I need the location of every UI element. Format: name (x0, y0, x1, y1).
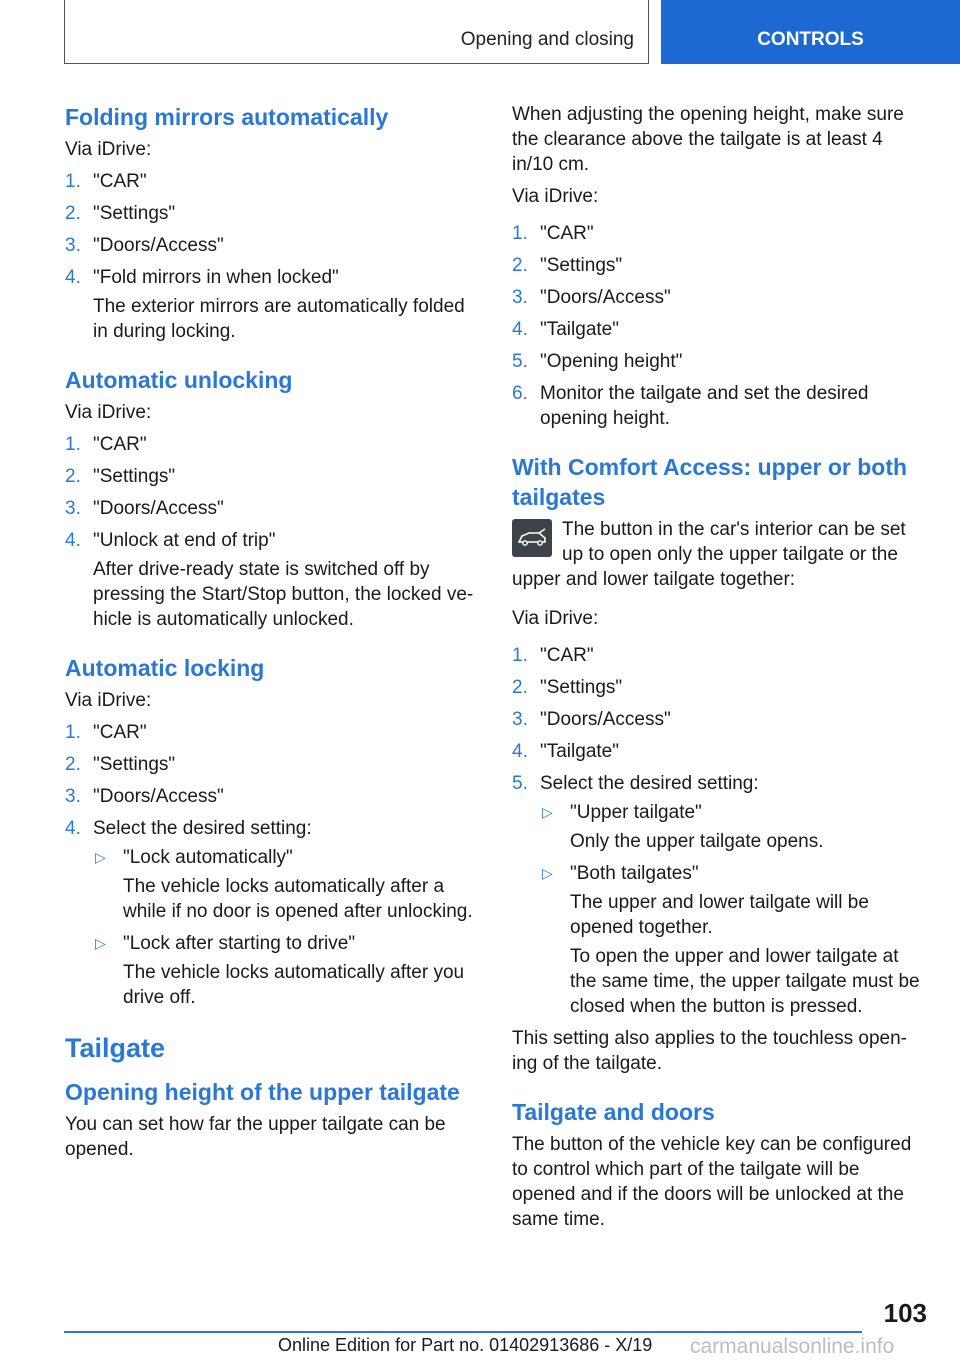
list-item: 2. "Settings" (65, 754, 176, 775)
options-list (540, 800, 926, 1019)
heading-folding-mirrors: Folding mirrors automatically (65, 104, 389, 130)
intro-text: Via iDrive: (65, 402, 152, 423)
list-item: 2. "Settings" (512, 255, 623, 276)
steps-list (512, 221, 926, 431)
running-header (64, 0, 649, 64)
heading-tailgate-and-doors: Tailgate and doors (512, 1099, 715, 1125)
watermark: carmanualsonline.info (690, 1335, 895, 1358)
body-text: This setting also applies to the touchless open‐ing of the tailgate. (512, 1028, 908, 1074)
list-item: 2. "Settings" (65, 466, 176, 487)
option-item: ▷ "Lock after starting to drive" The vehicle locks automatically after you drive off. (95, 933, 465, 1008)
list-item: 3. "Doors/Access" (65, 498, 224, 519)
page-number: 103 (883, 1298, 927, 1328)
heading-comfort-access: With Comfort Access: upper or both tailgates (512, 454, 908, 510)
step-note: After drive-ready state is switched off by pressing the Start/Stop button, the locked ve‐hicle is automatically unlocked. (93, 559, 474, 630)
list-item: 1. "CAR" (65, 434, 147, 455)
list-item: 5. "Opening height" (512, 351, 683, 372)
left-column (65, 102, 480, 1169)
car-tailgate-icon (512, 519, 552, 557)
list-item: 1. "CAR" (512, 645, 594, 666)
list-item: 2. "Settings" (65, 203, 176, 224)
edition-text: Online Edition for Part no. 01402913686 - X/19 (278, 1335, 653, 1355)
list-item: 3. "Doors/Access" (65, 235, 224, 256)
triangle-right-icon: ▷ (542, 804, 553, 820)
heading-automatic-locking: Automatic locking (65, 655, 265, 681)
intro-text: Via iDrive: (512, 608, 599, 629)
list-item: 4. "Tailgate" (512, 741, 619, 762)
list-item: 3. "Doors/Access" (512, 709, 671, 730)
list-item: 2. "Settings" (512, 677, 623, 698)
steps-list (65, 169, 480, 344)
list-item: 5. Select the desired setting: ▷ "Upper tailgate" Only the upper tailgate opens. ▷ "Both tailgates" The upper and lower tailgate will be opened together. To open the upper and lower tailgate at the same time, the upper tailgate must be closed when the button is pressed. (512, 771, 926, 1019)
heading-automatic-unlocking: Automatic unlocking (65, 367, 293, 393)
list-item: 3. "Doors/Access" (65, 786, 224, 807)
list-item: 4. "Unlock at end of trip" After drive-ready state is switched off by pressing the Start/Stop button, the locked ve‐hicle is automatically unlocked. (65, 528, 480, 632)
step-note: The exterior mirrors are automatically folded in during locking. (93, 296, 465, 342)
option-item: ▷ "Lock automatically" The vehicle locks automatically after a while if no door is opened after unlocking. (95, 847, 473, 922)
list-item: 1. "CAR" (512, 223, 594, 244)
steps-list (65, 720, 480, 1010)
body-text: The button of the vehicle key can be configured to control which part of the tailgate will be opened and if the doors will be unlocked at the same time. (512, 1134, 912, 1230)
list-item: 1. "CAR" (65, 171, 147, 192)
intro-text: Via iDrive: (65, 690, 152, 711)
list-item: 3. "Doors/Access" (512, 287, 671, 308)
steps-list (512, 643, 926, 1019)
option-item: ▷ "Both tailgates" The upper and lower tailgate will be opened together. To open the upper and lower tailgate at the same time, the upper tailgate must be closed when the button is pressed. (542, 863, 920, 1017)
steps-list (65, 432, 480, 632)
triangle-right-icon: ▷ (95, 849, 106, 865)
chapter-tab (661, 0, 960, 64)
list-item: 1. "CAR" (65, 722, 147, 743)
heading-tailgate: Tailgate (65, 1033, 166, 1063)
heading-opening-height: Opening height of the upper tailgate (65, 1079, 460, 1105)
section-title: Opening and closing (460, 29, 634, 50)
list-item: 4. "Tailgate" (512, 319, 619, 340)
list-item: 4. Select the desired setting: ▷ "Lock automatically" The vehicle locks automatically after a while if no door is opened after unlocking. ▷ "Lock after starting to drive" The vehicle locks automatically after you drive off. (65, 816, 480, 1010)
options-list (93, 845, 480, 1010)
list-item: 4. "Fold mirrors in when locked" The exterior mirrors are automatically folded in during locking. (65, 265, 480, 344)
body-text: The button in the car's interior can be set up to open only the upper tailgate or the upper and lower tailgate together: (512, 519, 906, 590)
triangle-right-icon: ▷ (542, 865, 553, 881)
chapter-title: CONTROLS (757, 29, 864, 50)
body-text: You can set how far the upper tailgate can be opened. (65, 1114, 446, 1160)
intro-text: Via iDrive: (65, 139, 152, 160)
intro-text: Via iDrive: (512, 186, 599, 207)
footer-rule (64, 1331, 862, 1333)
right-column (512, 102, 926, 1239)
body-text: When adjusting the opening height, make sure the clearance above the tailgate is at least 4 in/10 cm. (512, 104, 904, 175)
triangle-right-icon: ▷ (95, 935, 106, 951)
list-item: 6. Monitor the tailgate and set the desired opening height. (512, 383, 869, 429)
option-item: ▷ "Upper tailgate" Only the upper tailgate opens. (542, 802, 824, 852)
